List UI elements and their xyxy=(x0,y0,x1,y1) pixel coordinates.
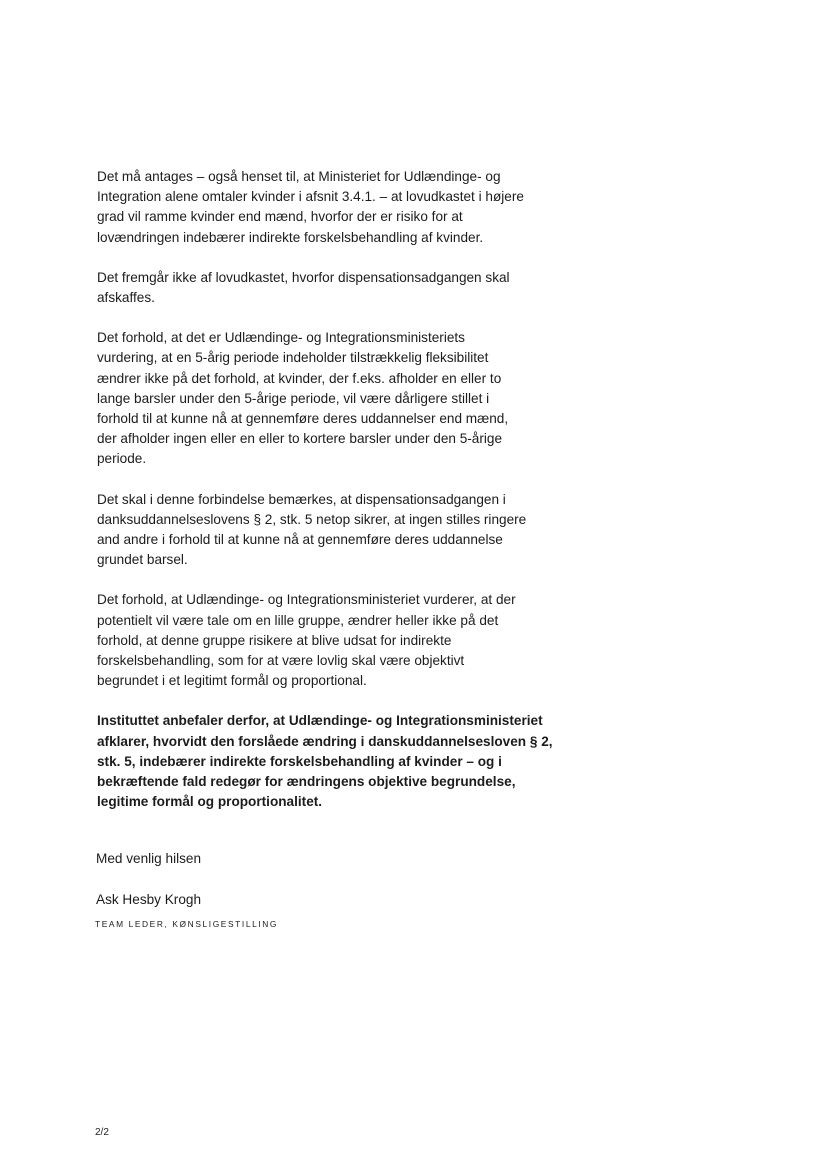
closing-greeting: Med venlig hilsen xyxy=(96,851,202,866)
recommendation-paragraph: Instituttet anbefaler derfor, at Udlændinge- og Integrationsministeriet afklarer, hvorvidt den forslåede ændring i danskuddannelsesloven § 2, stk. 5, indebærer indirekte forskelsbehandling af kvinder – og i bekræftende fald redegør for ændringens objektive begrundelse, legitime formål og proportionalitet. xyxy=(97,713,553,810)
signer-title: TEAM LEDER, KØNSLIGESTILLING xyxy=(95,919,279,929)
paragraph-4: Det skal i denne forbindelse bemærkes, at dispensationsadgangen i danksuddannelseslovens § 2, stk. 5 netop sikrer, at ingen stilles ringere and andre i forhold til at kunne nå at gennemføre deres uddannelse grundet barsel. xyxy=(97,491,527,568)
paragraph-5: Det forhold, at Udlændinge- og Integrationsministeriet vurderer, at der potentielt vil være tale om en lille gruppe, ændrer heller ikke på det forhold, at denne gruppe risikere at blive udsat for indirekte forskelsbehandling, som for at være lovlig skal være objektivt begrundet i et legitimt formål og proportional. xyxy=(97,592,516,689)
paragraph-1: Det må antages – også henset til, at Ministeriet for Udlændinge- og Integration alene omtaler kvinder i afsnit 3.4.1. – at lovudkastet i højere grad vil ramme kvinder end mænd, hvorfor der er risiko for at lovændringen indebærer indirekte forskelsbehandling af kvinder. xyxy=(97,169,524,245)
signer-name: Ask Hesby Krogh xyxy=(96,892,202,907)
letter-body xyxy=(97,167,577,832)
page-number: 2/2 xyxy=(95,1127,109,1138)
paragraph-3: Det forhold, at det er Udlændinge- og Integrationsministeriets vurdering, at en 5-årig periode indeholder tilstrækkelig fleksibilitet ændrer ikke på det forhold, at kvinder, der f.eks. afholder en eller to lange barsler under den 5-årige periode, vil være dårligere stillet i forhold til at kunne nå at gennemføre deres uddannelser end mænd, der afholder ingen eller en eller to kortere barsler under den 5-årige periode. xyxy=(97,330,509,467)
paragraph-2: Det fremgår ikke af lovudkastet, hvorfor dispensationsadgangen skal afskaffes. xyxy=(97,269,510,306)
